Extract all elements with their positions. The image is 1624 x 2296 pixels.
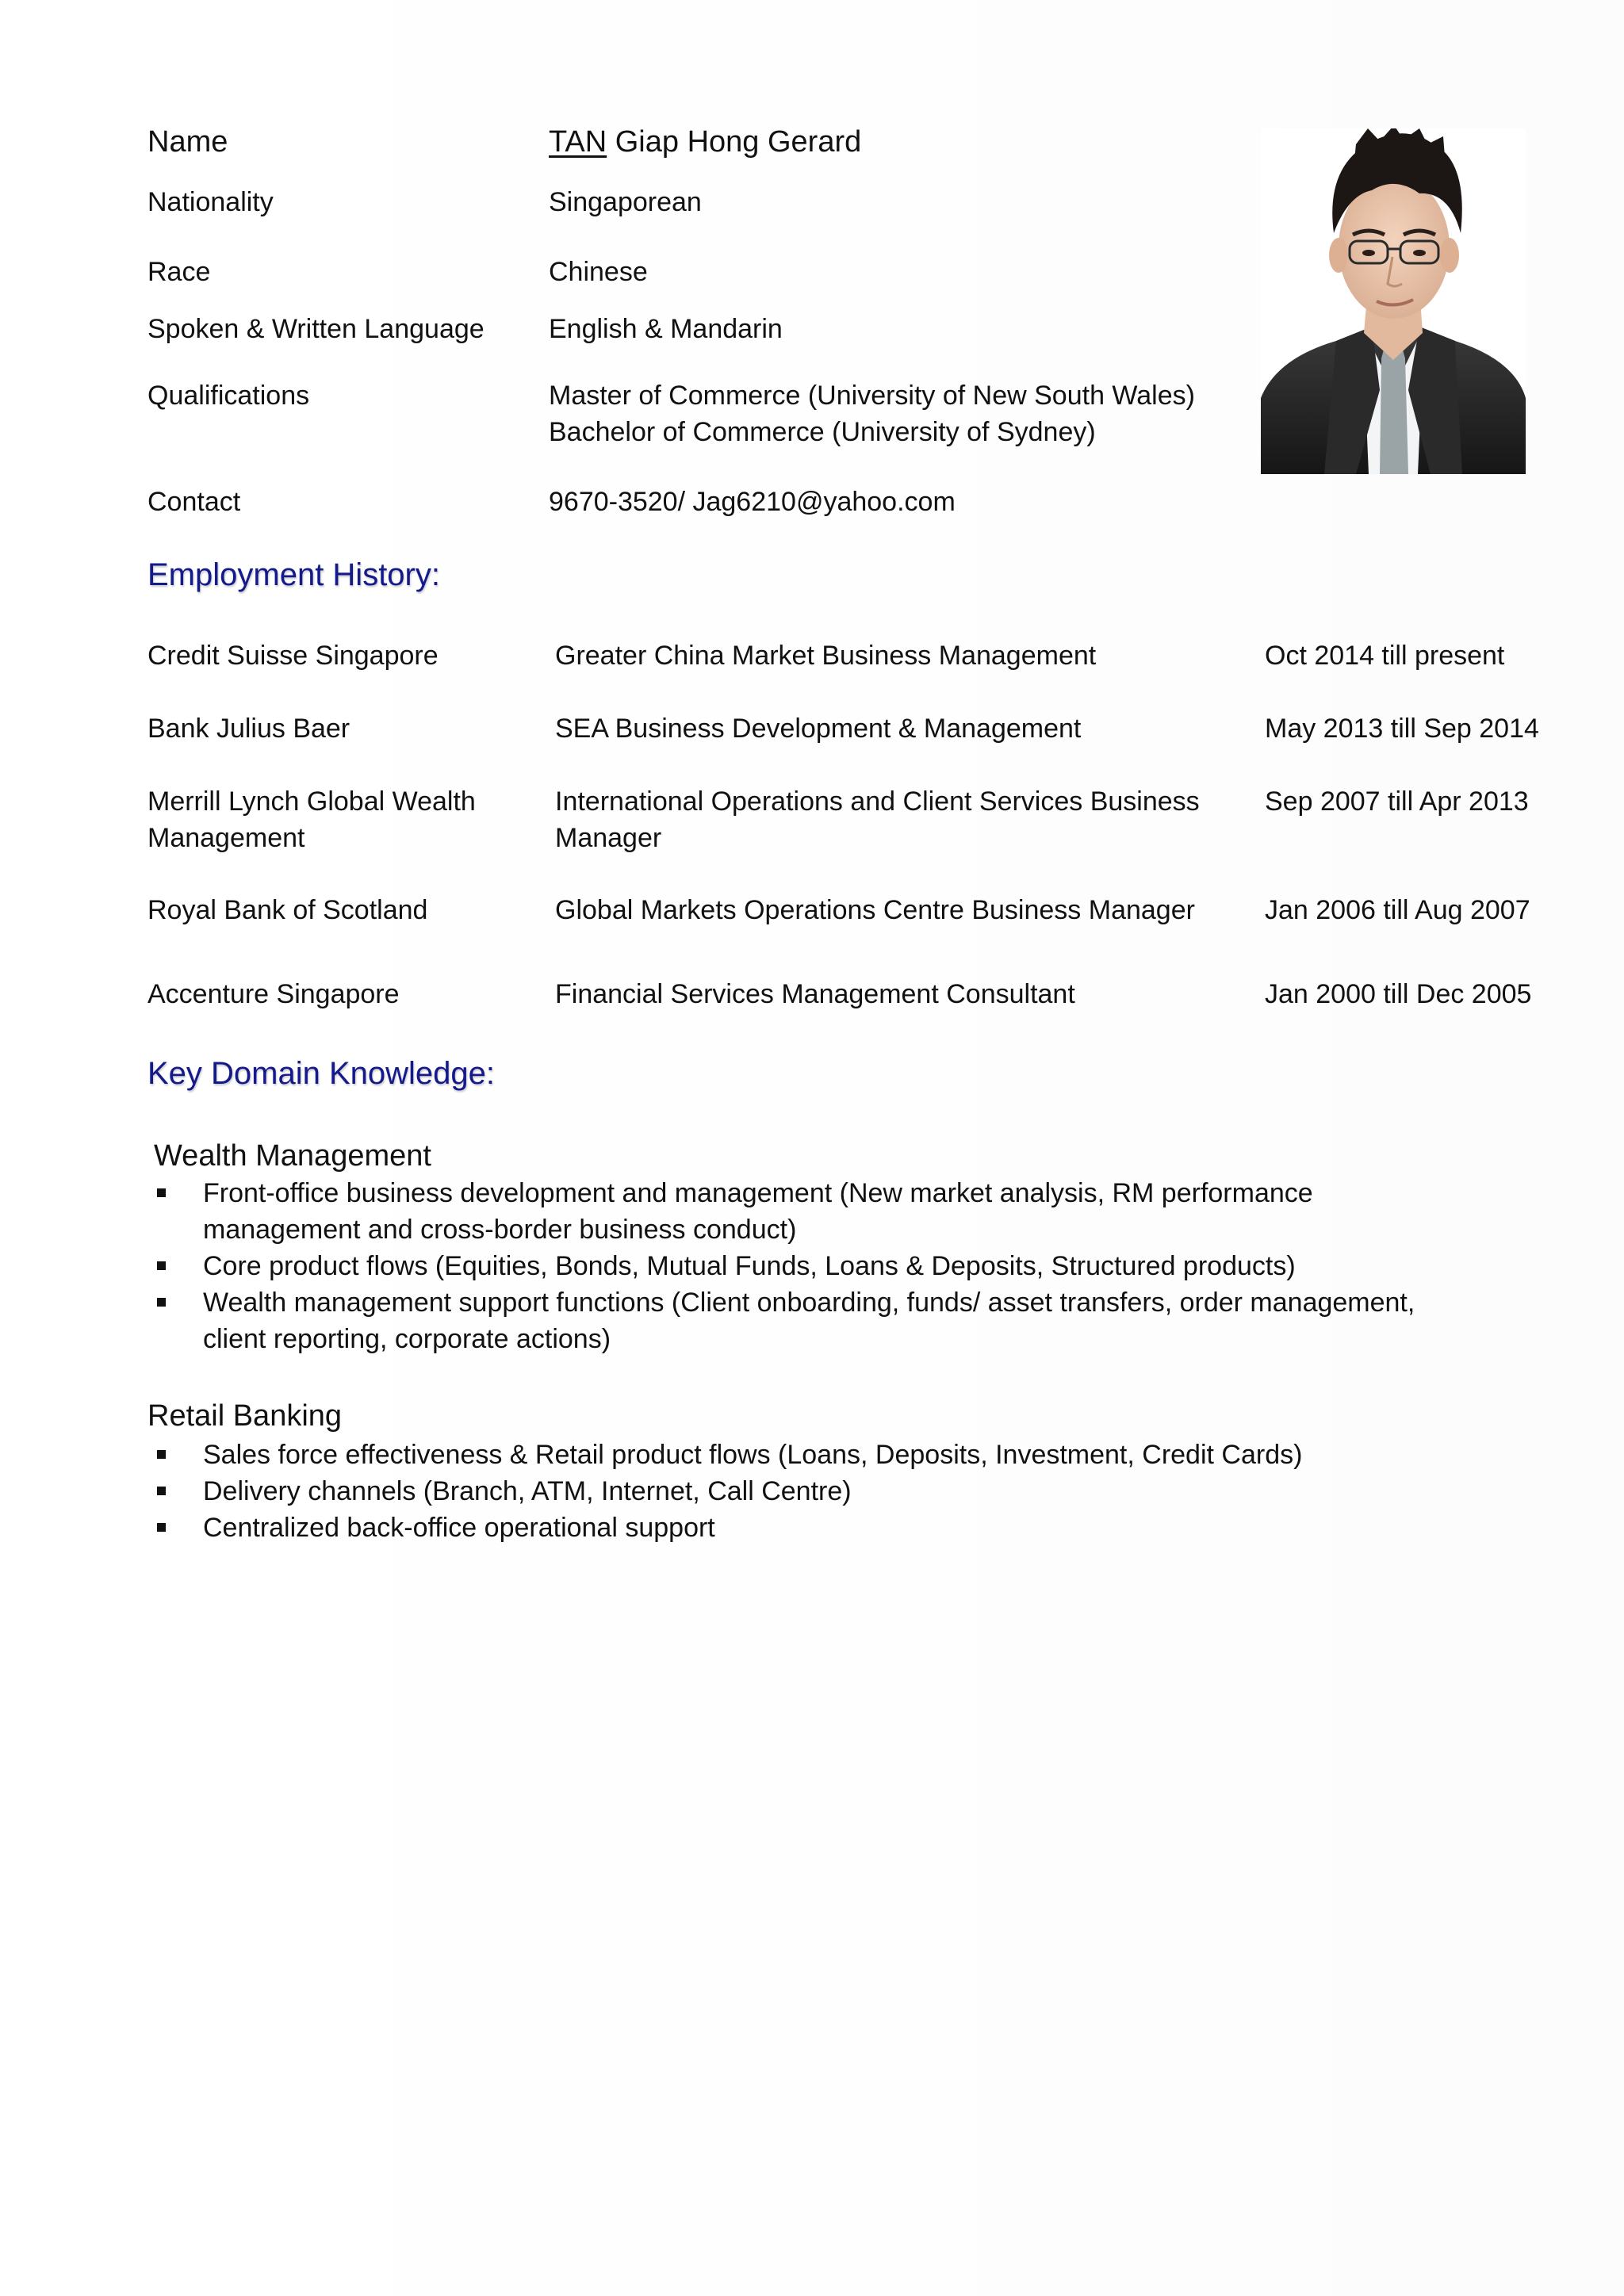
list-item <box>147 1284 1415 1357</box>
language-label: Spoken & Written Language <box>147 314 485 344</box>
list-item-text: Sales force effectiveness & Retail product flows (Loans, Deposits, Investment, Credit Cards) <box>203 1440 1303 1470</box>
nationality-value: Singaporean <box>549 187 702 217</box>
role-julius-baer: SEA Business Development & Management <box>555 714 1082 744</box>
bullet-square-icon <box>157 1188 166 1197</box>
company-julius-baer: Bank Julius Baer <box>147 714 350 744</box>
profile-photo <box>1261 128 1526 474</box>
period-julius-baer: May 2013 till Sep 2014 <box>1265 714 1539 744</box>
knowledge-heading: Key Domain Knowledge: <box>147 1056 496 1091</box>
qualification-2: Bachelor of Commerce (University of Sydney) <box>549 417 1096 447</box>
qualification-1: Master of Commerce (University of New South Wales) <box>549 381 1195 411</box>
role-merrill-lynch-line-1: International Operations and Client Services Business <box>555 786 1200 817</box>
period-credit-suisse: Oct 2014 till present <box>1265 641 1505 671</box>
list-item-text: Delivery channels (Branch, ATM, Internet, Call Centre) <box>203 1476 852 1506</box>
wealth-title: Wealth Management <box>154 1139 431 1173</box>
retail-title: Retail Banking <box>147 1399 343 1433</box>
company-accenture: Accenture Singapore <box>147 979 400 1009</box>
company-merrill-lynch-line-1: Merrill Lynch Global Wealth <box>147 786 476 817</box>
role-accenture: Financial Services Management Consultant <box>555 979 1075 1009</box>
list-item <box>147 1473 1302 1510</box>
given-names: Giap Hong Gerard <box>607 125 862 159</box>
language-value: English & Mandarin <box>549 314 783 344</box>
race-value: Chinese <box>549 257 648 287</box>
retail-list <box>147 1437 1302 1546</box>
list-item-text: Front-office business development and management (New market analysis, RM performance <box>203 1178 1313 1208</box>
bullet-square-icon <box>157 1298 166 1307</box>
nationality-label: Nationality <box>147 187 274 217</box>
list-item-text: Wealth management support functions (Client onboarding, funds/ asset transfers, order management, <box>203 1288 1415 1318</box>
company-merrill-lynch-line-2: Management <box>147 823 305 853</box>
list-item-text: client reporting, corporate actions) <box>203 1324 611 1354</box>
bullet-square-icon <box>157 1487 166 1495</box>
list-item-text: Core product flows (Equities, Bonds, Mutual Funds, Loans & Deposits, Structured products) <box>203 1251 1296 1281</box>
surname: TAN <box>549 125 607 159</box>
period-rbs: Jan 2006 till Aug 2007 <box>1265 895 1530 925</box>
period-merrill-lynch: Sep 2007 till Apr 2013 <box>1265 786 1529 817</box>
list-item <box>147 1437 1302 1473</box>
role-merrill-lynch-line-2: Manager <box>555 823 662 853</box>
contact-label: Contact <box>147 487 241 517</box>
period-accenture: Jan 2000 till Dec 2005 <box>1265 979 1532 1009</box>
name-label: Name <box>147 125 228 159</box>
wealth-list <box>147 1175 1415 1357</box>
employment-heading: Employment History: <box>147 557 440 592</box>
list-item <box>147 1510 1302 1546</box>
company-rbs: Royal Bank of Scotland <box>147 895 428 925</box>
bullet-square-icon <box>157 1450 166 1459</box>
list-item <box>147 1175 1415 1248</box>
role-rbs: Global Markets Operations Centre Business Manager <box>555 895 1195 925</box>
contact-value: 9670-3520/ Jag6210@yahoo.com <box>549 487 956 517</box>
bullet-square-icon <box>157 1523 166 1532</box>
list-item-text: Centralized back-office operational support <box>203 1513 715 1543</box>
list-item-text: management and cross-border business conduct) <box>203 1215 797 1245</box>
name-value <box>549 122 861 162</box>
role-credit-suisse: Greater China Market Business Management <box>555 641 1097 671</box>
company-credit-suisse: Credit Suisse Singapore <box>147 641 439 671</box>
bullet-square-icon <box>157 1261 166 1270</box>
qualifications-label: Qualifications <box>147 381 310 411</box>
race-label: Race <box>147 257 211 287</box>
list-item <box>147 1248 1415 1284</box>
